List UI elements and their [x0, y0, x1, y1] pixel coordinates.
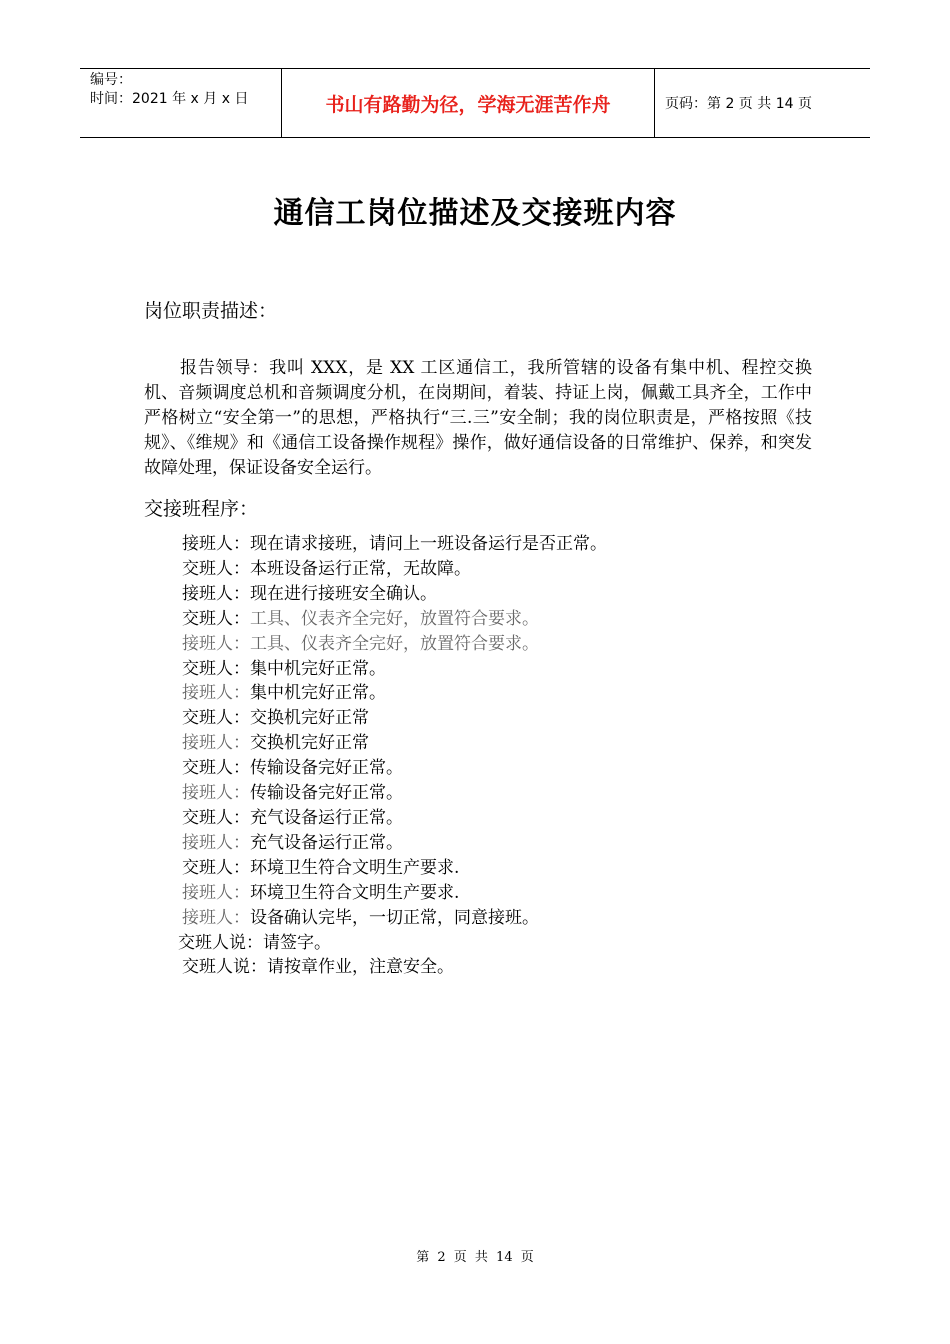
dialog-line [182, 582, 607, 607]
speaker-label: 接班人： [182, 882, 250, 903]
document-date: 时间：2021 年 x 月 x 日 [90, 91, 249, 107]
dialog-line [182, 657, 607, 682]
speaker-label: 交班人说： [178, 932, 263, 953]
speaker-label: 接班人： [182, 583, 250, 604]
dialog-text: 设备确认完毕，一切正常，同意接班。 [250, 907, 539, 928]
dialog-line [182, 632, 607, 657]
dialog-text: 工具、仪表齐全完好，放置符合要求。 [250, 608, 539, 629]
dialog-text: 集中机完好正常。 [250, 658, 386, 679]
duties-paragraph: 报告领导：我叫 XXX，是 XX 工区通信工，我所管辖的设备有集中机、程控交换机、音频调度总机和音频调度分机，在岗期间，着装、持证上岗，佩戴工具齐全，工作中严格树立“安全第一”的思想，严格执行“三.三”安全制；我的岗位职责是，严格按照《技规》、《维规》和《通信工设备操作规程》操作，做好通信设备的日常维护、保养，和突发故障处理，保证设备安全运行。 [144, 358, 812, 478]
dialog-line [182, 557, 607, 582]
dialog-line [182, 831, 607, 856]
dialog-line [182, 681, 607, 706]
page-footer: 第 2 页 共 14 页 [416, 1250, 534, 1265]
speaker-label: 接班人： [182, 683, 250, 704]
header-motto: 书山有路勤为径，学海无涯苦作舟 [282, 69, 655, 137]
dialog-text: 集中机完好正常。 [250, 683, 386, 704]
dialog-text: 现在请求接班，请问上一班设备运行是否正常。 [250, 534, 607, 554]
handover-dialog [178, 532, 607, 980]
speaker-label: 交班人说： [182, 957, 267, 978]
dialog-text: 环境卫生符合文明生产要求. [250, 857, 460, 878]
speaker-label: 交班人： [182, 558, 250, 579]
dialog-text: 充气设备运行正常。 [250, 832, 403, 853]
speaker-label: 接班人： [182, 534, 250, 554]
speaker-label: 交班人： [182, 758, 250, 779]
document-number-label: 编号： [90, 72, 132, 88]
dialog-line [182, 756, 607, 781]
speaker-label: 接班人： [182, 832, 250, 853]
dialog-line [182, 906, 607, 931]
header-meta [80, 69, 282, 137]
speaker-label: 接班人： [182, 633, 250, 654]
header-page-info: 页码：第 2 页 共 14 页 [665, 96, 812, 112]
dialog-line [178, 931, 607, 956]
dialog-line [182, 856, 607, 881]
dialog-text: 环境卫生符合文明生产要求. [250, 882, 460, 903]
speaker-label: 交班人： [182, 807, 250, 828]
dialog-text: 请签字。 [263, 932, 331, 953]
dialog-line [182, 881, 607, 906]
speaker-label: 接班人： [182, 783, 250, 804]
speaker-label: 交班人： [182, 708, 250, 729]
dialog-line [182, 806, 607, 831]
page-header [80, 68, 870, 138]
dialog-line [182, 955, 607, 980]
dialog-text: 本班设备运行正常，无故障。 [250, 558, 471, 579]
dialog-text: 请按章作业，注意安全。 [267, 957, 454, 978]
speaker-label: 交班人： [182, 608, 250, 629]
duties-heading: 岗位职责描述： [144, 300, 278, 322]
dialog-text: 交换机完好正常 [250, 708, 369, 729]
dialog-line [182, 607, 607, 632]
dialog-line [182, 731, 607, 756]
dialog-line [182, 781, 607, 806]
speaker-label: 接班人： [182, 733, 250, 754]
dialog-text: 现在进行接班安全确认。 [250, 583, 437, 604]
dialog-text: 传输设备完好正常。 [250, 758, 403, 779]
speaker-label: 交班人： [182, 857, 250, 878]
dialog-line [182, 706, 607, 731]
dialog-text: 传输设备完好正常。 [250, 783, 403, 804]
handover-heading: 交接班程序： [144, 498, 259, 520]
speaker-label: 接班人： [182, 907, 250, 928]
speaker-label: 交班人： [182, 658, 250, 679]
dialog-text: 充气设备运行正常。 [250, 807, 403, 828]
dialog-text: 工具、仪表齐全完好，放置符合要求。 [250, 633, 539, 654]
dialog-line [182, 532, 607, 557]
dialog-text: 交换机完好正常 [250, 733, 369, 754]
document-title: 通信工岗位描述及交接班内容 [273, 196, 677, 231]
